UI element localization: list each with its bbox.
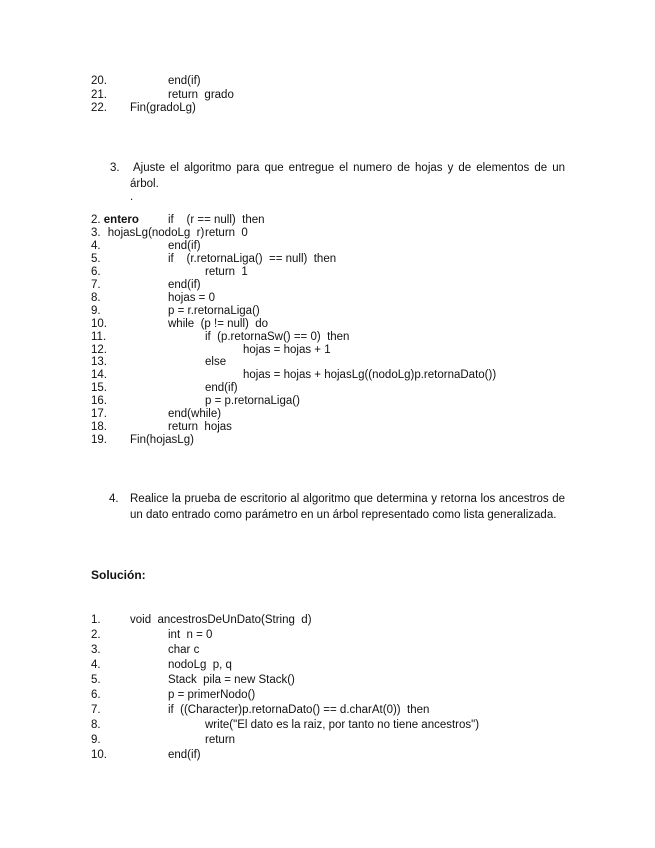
code-line: end(if) — [168, 75, 201, 87]
line-number: 10. — [91, 317, 107, 330]
line-number: 2. — [91, 629, 101, 642]
code-line: int n = 0 — [168, 629, 213, 642]
line-number: 21. — [91, 88, 107, 101]
code-line: Stack pila = new Stack() — [168, 674, 295, 687]
line-number: 7. — [91, 278, 101, 291]
code-line: p = p.retornaLiga() — [205, 395, 300, 408]
item-4-number: 4. — [109, 493, 119, 505]
line-number: 19. — [91, 434, 107, 447]
line-number: 15. — [91, 382, 107, 395]
code-line: return grado — [168, 88, 234, 101]
return-type-keyword: entero — [103, 214, 139, 226]
code-line: Fin(hojasLg) — [130, 434, 194, 447]
code-line: end(if) — [168, 278, 201, 291]
line-number: 5. — [91, 674, 101, 687]
line-number: 4. — [91, 659, 101, 672]
line-number: 3. — [91, 644, 101, 657]
line-number: 6. — [91, 265, 101, 278]
code-line: else — [205, 356, 227, 369]
item-4 — [109, 492, 565, 523]
line-number: 17. — [91, 408, 107, 421]
code-line: while (p != null) do — [168, 317, 269, 330]
code-line: Fin(gradoLg) — [130, 102, 196, 114]
item-3-number: 3. — [110, 162, 120, 174]
code-line: hojas = hojas + hojasLg((nodoLg)p.retornaDato()) — [243, 369, 497, 382]
line-number: 5. — [91, 252, 101, 265]
line-number: 1. — [91, 614, 101, 626]
line-number: 22. — [91, 102, 107, 114]
code-line: p = primerNodo() — [168, 689, 256, 702]
item-4-text: Realice la prueba de escritorio al algoritmo que determina y retorna los ancestros de un dato entrado como parámetro en un árbol representado como lista generalizada. — [130, 493, 565, 521]
line-number: 8. — [91, 719, 101, 732]
code-line: void ancestrosDeUnDato(String d) — [130, 614, 312, 626]
code-line: end(while) — [168, 408, 222, 421]
line-number: 14. — [91, 369, 107, 382]
line-number: 10. — [91, 749, 107, 762]
line-number: 9. — [91, 734, 101, 747]
code-line: p = r.retornaLiga() — [168, 304, 260, 317]
code-line: return hojas — [168, 421, 232, 434]
code-line: char c — [168, 644, 200, 657]
code-line: return 0 — [205, 226, 248, 239]
item-3-dot: . — [130, 191, 134, 203]
item-3-text: Ajuste el algoritmo para que entregue el numero de hojas y de elementos de un árbol. — [130, 162, 565, 190]
code-line: hojas = hojas + 1 — [243, 343, 331, 356]
code-line: end(if) — [205, 382, 238, 395]
code-line: end(if) — [168, 239, 201, 252]
line-number: 18. — [91, 421, 107, 434]
code-line: hojas = 0 — [168, 291, 215, 304]
code-line: if (r.retornaLiga() == null) then — [168, 252, 337, 265]
code-line: nodoLg p, q — [168, 659, 232, 672]
line-number: 12. — [91, 343, 107, 356]
code-line: if ((Character)p.retornaDato() == d.charAt(0)) then — [168, 704, 430, 717]
line-number: 3. — [91, 226, 101, 239]
line-number: 2. — [91, 214, 101, 226]
line-number: 8. — [91, 291, 101, 304]
code-line: return — [205, 734, 236, 747]
line-number: 6. — [91, 689, 101, 702]
solucion-heading: Solución: — [91, 568, 146, 582]
item-3 — [110, 161, 565, 192]
code-line: end(if) — [168, 749, 201, 762]
line-number: 20. — [91, 75, 107, 87]
code-line: if (r == null) then — [168, 214, 265, 226]
code-line: return 1 — [205, 265, 248, 278]
line-number: 4. — [91, 239, 101, 252]
line-number: 16. — [91, 395, 107, 408]
line-number: 11. — [91, 330, 107, 343]
line-number: 9. — [91, 304, 101, 317]
line-number: 7. — [91, 704, 101, 717]
line-number: 13. — [91, 356, 107, 369]
code-line: if (p.retornaSw() == 0) then — [205, 330, 350, 343]
code-line: write("El dato es la raiz, por tanto no tiene ancestros") — [205, 719, 480, 732]
function-signature: hojasLg(nodoLg r) — [107, 227, 205, 239]
